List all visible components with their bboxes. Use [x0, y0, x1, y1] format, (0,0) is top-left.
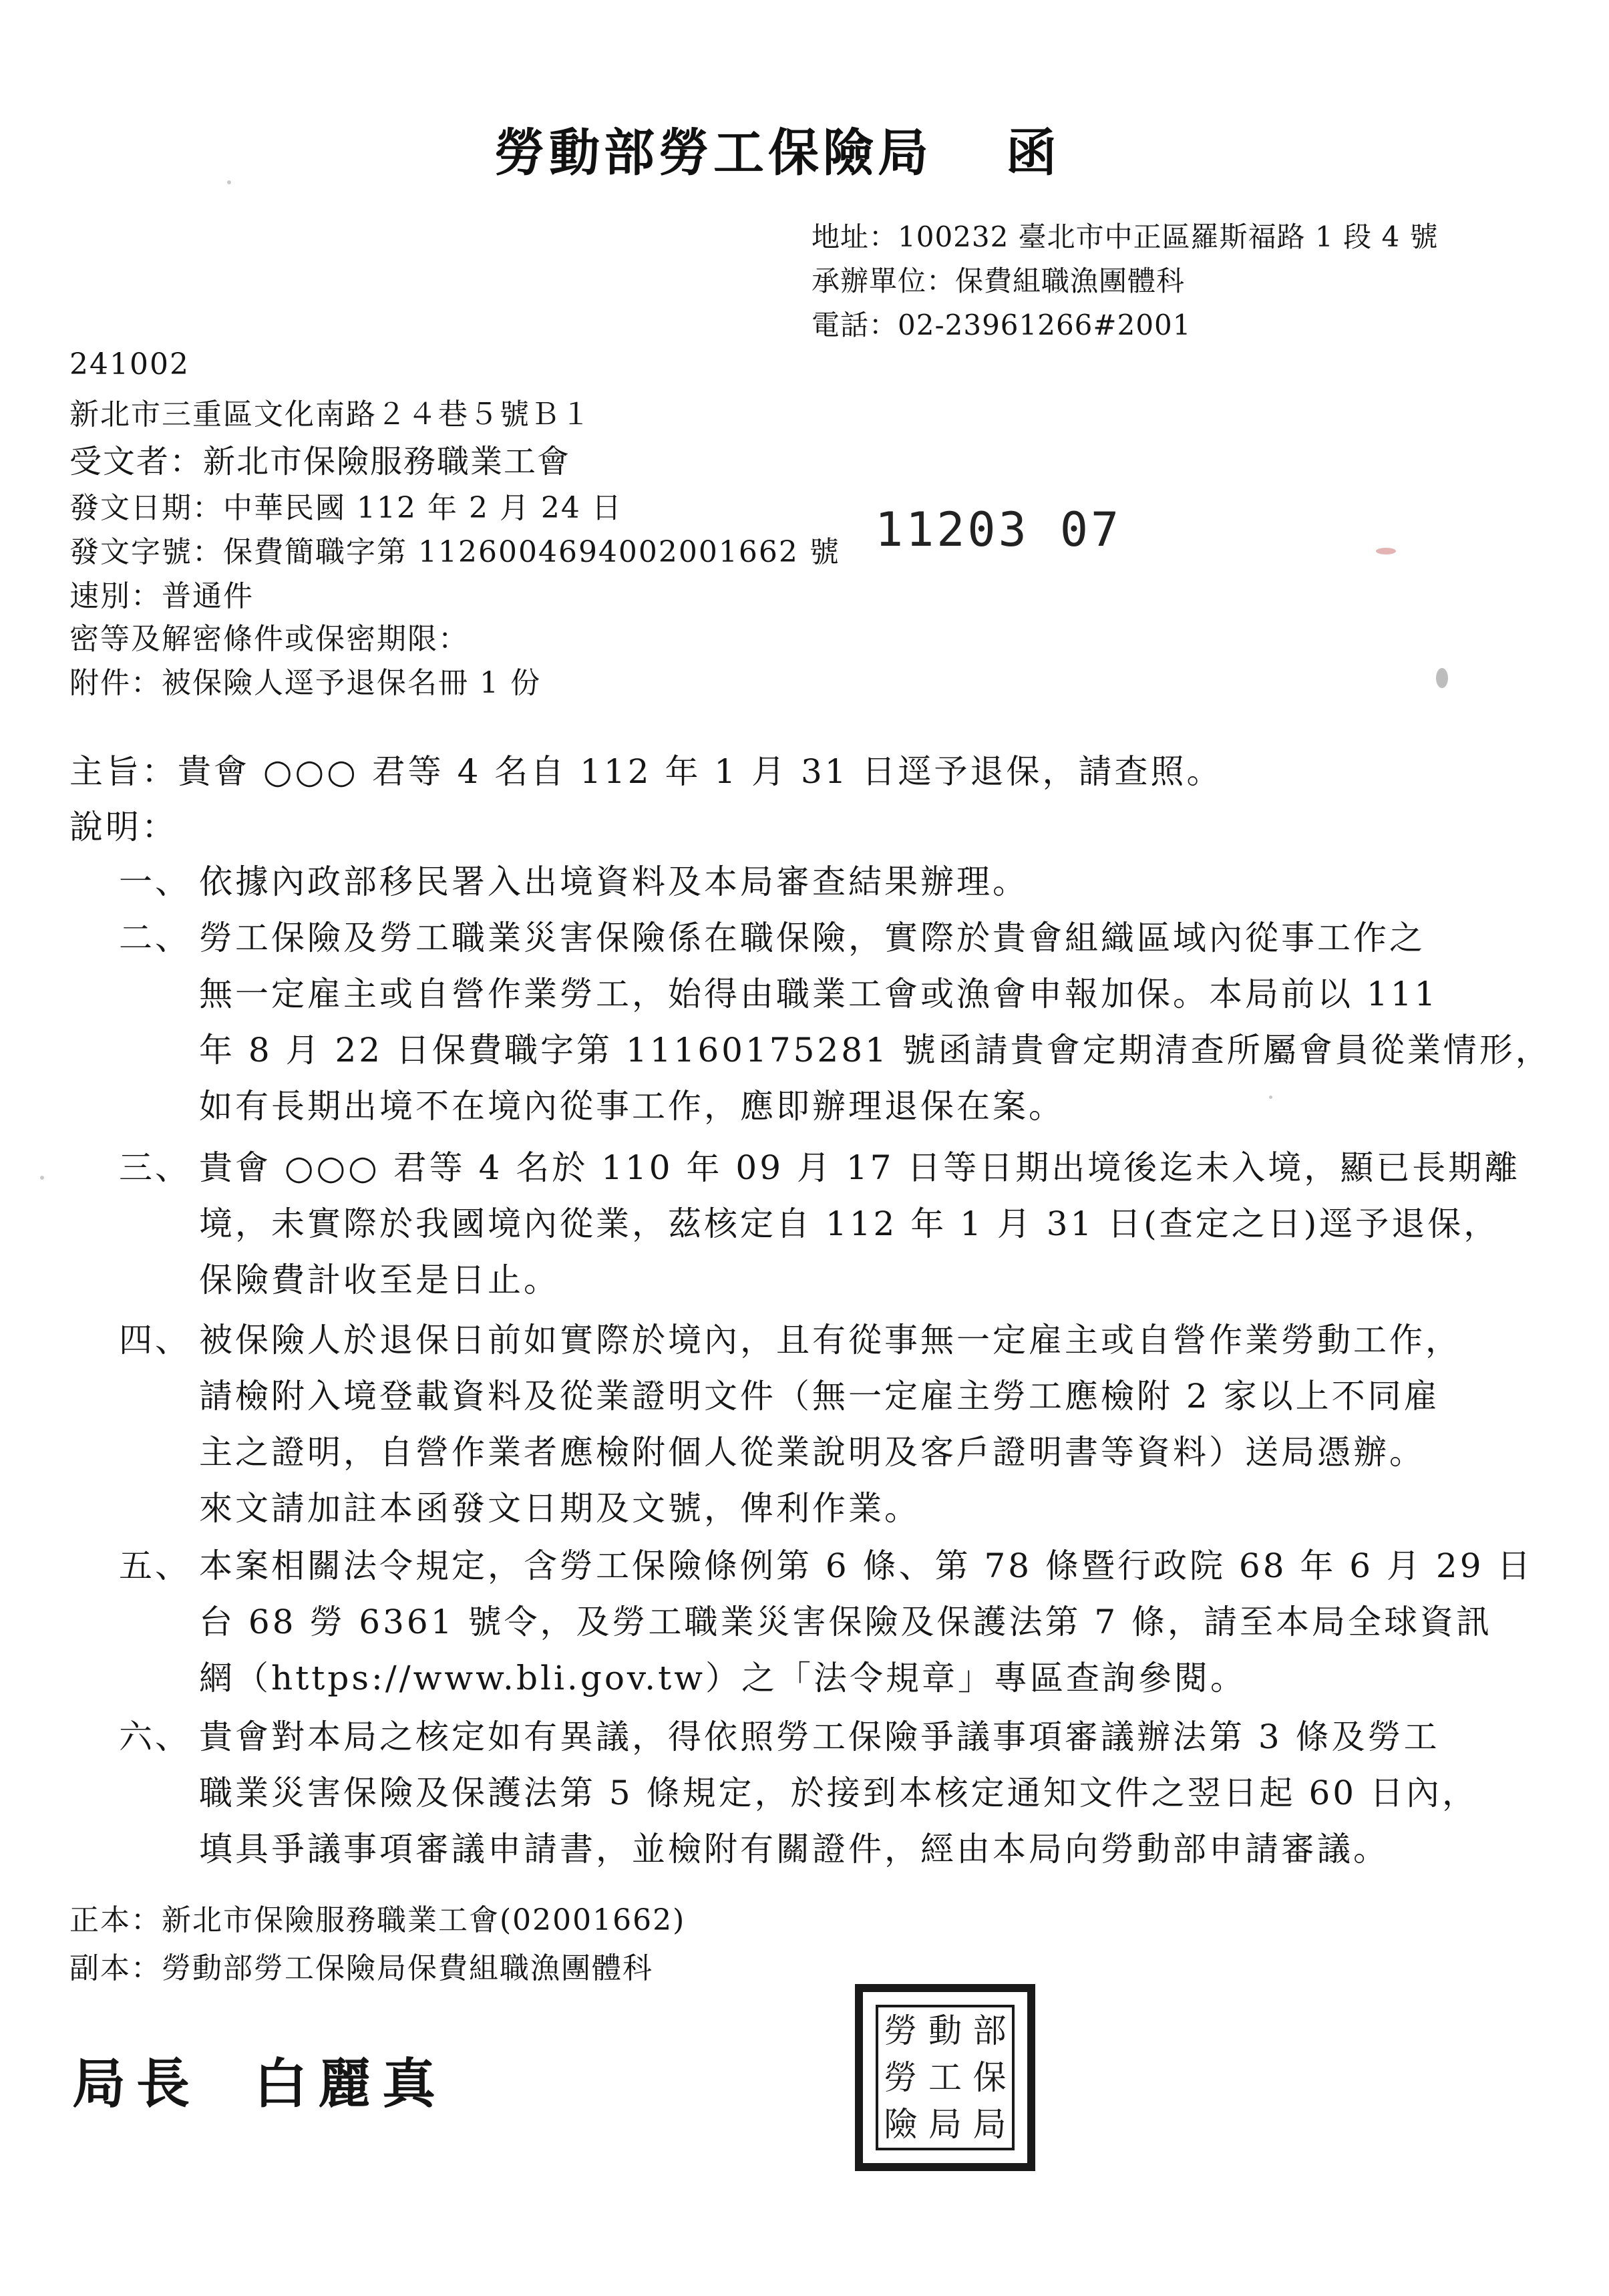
director-title: 局長: [72, 2052, 200, 2115]
official-seal: [855, 1984, 1035, 2171]
item-line: 無一定雇主或自營作業勞工，始得由職業工會或漁會申報加保。本局前以 111: [199, 975, 1439, 1013]
item-line: 年 8 月 22 日保費職字第 11160175281 號函請貴會定期清查所屬會員從業情形，: [199, 1031, 1552, 1070]
item-number: 四、: [119, 1321, 191, 1359]
item-line: 勞工保險及勞工職業災害保險係在職保險，實際於貴會組織區域內從事工作之: [199, 919, 1425, 957]
item-number: 一、: [119, 862, 191, 901]
seal-char: 局: [928, 2105, 962, 2144]
seal-char: 勞: [884, 2058, 918, 2097]
item-line: 台 68 勞 6361 號令，及勞工職業災害保險及保護法第 7 條，請至本局全球資訊: [199, 1603, 1493, 1641]
recipient-postal-code: 241002: [69, 347, 190, 381]
item-line: 請檢附入境登載資料及從業證明文件（無一定雇主勞工應檢附 2 家以上不同雇: [199, 1377, 1440, 1416]
director-signature: [72, 2041, 446, 2118]
confidentiality: 密等及解密條件或保密期限：: [69, 622, 469, 656]
scan-speck: [1436, 668, 1448, 688]
seal-char: 動: [928, 2011, 962, 2050]
document-type: 函: [1006, 123, 1061, 182]
scan-speck: [40, 1176, 44, 1180]
duplicate-copy: 副本：勞動部勞工保險局保費組職漁團體科: [69, 1951, 653, 1985]
seal-char: 部: [972, 2011, 1007, 2050]
item-line: 本案相關法令規定，含勞工保險條例第 6 條、第 78 條暨行政院 68 年 6 月 29 日: [199, 1546, 1534, 1585]
item-line: 如有長期出境不在境內從事工作，應即辦理退保在案。: [199, 1087, 1065, 1126]
seal-char: 局: [972, 2105, 1007, 2144]
item-line: 保險費計收至是日止。: [199, 1261, 560, 1299]
addressee: 受文者：新北市保險服務職業工會: [69, 443, 571, 480]
attachment: 附件：被保險人逕予退保名冊 1 份: [69, 666, 541, 700]
sender-unit: 承辦單位：保費組職漁團體科: [812, 265, 1186, 297]
issue-date: 發文日期：中華民國 112 年 2 月 24 日: [69, 491, 622, 525]
received-stamp-number: 11203 07: [875, 502, 1122, 557]
director-name: 白麗真: [254, 2052, 446, 2115]
item-line: 依據內政部移民署入出境資料及本局審查結果辦理。: [199, 862, 1029, 901]
seal-char: 險: [884, 2105, 918, 2144]
item-line: 來文請加註本函發文日期及文號，俾利作業。: [199, 1489, 920, 1528]
document-title: [494, 112, 1061, 185]
agency-name: 勞動部勞工保險局: [494, 123, 932, 182]
item-number: 五、: [119, 1546, 191, 1585]
scan-speck: [227, 180, 231, 184]
item-line: 貴會 ○○○ 君等 4 名於 110 年 09 月 17 日等日期出境後迄未入境，顯已長期離: [199, 1148, 1521, 1187]
item-line: 被保險人於退保日前如實際於境內，且有從事無一定雇主或自營作業勞動工作，: [199, 1321, 1461, 1359]
sender-phone: 電話：02-23961266#2001: [812, 309, 1192, 341]
item-number: 二、: [119, 919, 191, 957]
scan-speck: [1269, 1096, 1272, 1099]
subject: 主旨：貴會 ○○○ 君等 4 名自 112 年 1 月 31 日逕予退保，請查照。: [69, 752, 1223, 791]
sender-address: 地址：100232 臺北市中正區羅斯福路 1 段 4 號: [812, 220, 1439, 253]
item-line: 網（https://www.bli.gov.tw）之「法令規章」專區查詢參閱。: [199, 1659, 1247, 1697]
seal-char: 保: [972, 2058, 1007, 2097]
priority: 速別：普通件: [69, 579, 254, 613]
description-label: 說明：: [69, 808, 178, 846]
recipient-address: 新北市三重區文化南路２４巷５號Ｂ１: [69, 397, 592, 432]
scan-speck: [1376, 548, 1396, 554]
original-copy: 正本：新北市保險服務職業工會(02001662): [69, 1903, 686, 1937]
item-line: 填具爭議事項審議申請書，並檢附有關證件，經由本局向勞動部申請審議。: [199, 1830, 1389, 1868]
item-line: 職業災害保險及保護法第 5 條規定，於接到本核定通知文件之翌日起 60 日內，: [199, 1774, 1479, 1812]
item-line: 主之證明，自營作業者應檢附個人從業說明及客戶證明書等資料）送局憑辦。: [199, 1433, 1425, 1472]
item-number: 三、: [119, 1148, 191, 1187]
document-number: 發文字號：保費簡職字第 1126004694002001662 號: [69, 535, 840, 569]
seal-char: 勞: [884, 2011, 918, 2050]
item-number: 六、: [119, 1717, 191, 1756]
item-line: 境，未實際於我國境內從業，茲核定自 112 年 1 月 31 日(查定之日)逕予退保，: [199, 1204, 1500, 1243]
item-line: 貴會對本局之核定如有異議，得依照勞工保險爭議事項審議辦法第 3 條及勞工: [199, 1717, 1440, 1756]
seal-characters: [876, 2005, 1015, 2150]
seal-char: 工: [928, 2058, 962, 2097]
